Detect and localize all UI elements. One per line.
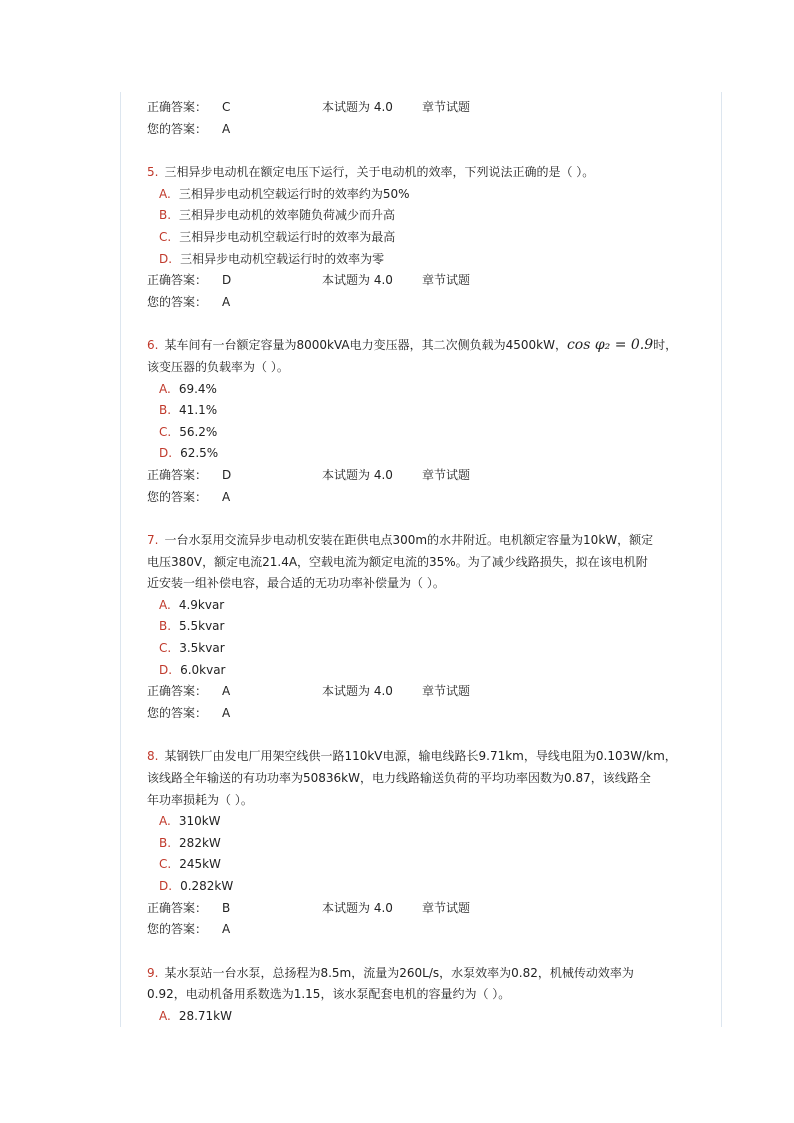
option-a[interactable]: A. 310kW: [159, 814, 221, 829]
question-7: 7. 一台水泵用交流异步电动机安装在距供电点300m的水井附近。电机额定容量为10kW，额定 电压380V，额定电流21.4A，空载电流为额定电流的35%。为了减少线路损失，拟在该电机附 近安装一组补偿电容，最合适的无功功率补偿量为（ ）。 A. 4.9kvar B. 5.5kvar C. 3.5kvar D. 6.0kvar 正确答案： A 本试题为 4.0 章节试题 您的答案： A: [147, 530, 707, 724]
question-number: 9.: [147, 965, 159, 980]
question-text: 5. 三相异步电动机在额定电压下运行，关于电动机的效率，下列说法正确的是（ ）。: [147, 165, 595, 180]
your-answer-row: [147, 119, 707, 141]
question-number: 7.: [147, 533, 159, 548]
your-answer-label: 您的答案：: [147, 121, 208, 136]
correct-answer-row: 正确答案： D 本试题为 4.0 章节试题: [147, 270, 707, 292]
question-text: 9. 某水泵站一台水泵，总扬程为8.5m，流量为260L/s，水泵效率为0.82，机械传动效率为: [147, 965, 634, 980]
option-a[interactable]: A. 4.9kvar: [159, 597, 225, 612]
chapter-text: 章节试题: [422, 100, 471, 114]
correct-answer-row: 正确答案： B 本试题为 4.0 章节试题: [147, 898, 707, 920]
option-c[interactable]: C. 3.5kvar: [159, 641, 225, 656]
option-c[interactable]: C. 56.2%: [159, 424, 218, 439]
question-9: 9. 某水泵站一台水泵，总扬程为8.5m，流量为260L/s，水泵效率为0.82，机械传动效率为 0.92，电动机备用系数选为1.15，该水泵配套电机的容量约为（ ）。 A. 28.71kW: [147, 963, 707, 1028]
option-b[interactable]: B. 三相异步电动机的效率随负荷减少而升高: [159, 208, 396, 223]
correct-answer-value: B: [222, 900, 231, 915]
option-c[interactable]: C. 245kW: [159, 857, 221, 872]
option-c[interactable]: C. 三相异步电动机空载运行时的效率为最高: [159, 229, 396, 244]
option-a[interactable]: A. 三相异步电动机空载运行时的效率约为50%: [159, 186, 410, 201]
option-d[interactable]: D. 0.282kW: [159, 879, 234, 893]
option-d[interactable]: D. 三相异步电动机空载运行时的效率为零: [159, 251, 385, 266]
question-8: 8. 某钢铁厂由发电厂用架空线供一路110kV电源，输电线路长9.71km，导线电阻为0.103W/km， 该线路全年输送的有功功率为50836kW，电力线路输送负荷的平均功率因数为0.87，该线路全 年功率损耗为（ ）。 A. 310kW B. 282kW C. 245kW D. 0.282kW 正确答案： B 本试题为 4.0 章节试题 您的答案： A: [147, 746, 707, 940]
correct-answer-value: C: [222, 100, 231, 114]
your-answer-row: 您的答案： A: [147, 703, 707, 725]
question-6: 6. 某车间有一台额定容量为8000kVA电力变压器，其二次侧负载为4500kW，cos φ₂ = 0.9时， 该变压器的负载率为（ ）。 A. 69.4% B. 41.1% C. 56.2% D. 62.5% 正确答案： D 本试题为 4.0 章节试题 您的答案： A: [147, 335, 707, 508]
option-a[interactable]: A. 28.71kW: [159, 1008, 232, 1023]
your-answer-value: A: [222, 489, 231, 504]
your-answer-value: A: [222, 922, 231, 937]
your-answer-row: 您的答案： A: [147, 292, 707, 314]
formula: cos φ₂ = 0.9: [566, 337, 654, 354]
your-answer-value: A: [222, 294, 231, 309]
your-answer-value: A: [222, 705, 231, 720]
option-d[interactable]: D. 6.0kvar: [159, 662, 226, 677]
correct-answer-row: [147, 97, 707, 119]
question-text: 6. 某车间有一台额定容量为8000kVA电力变压器，其二次侧负载为4500kW，cos φ₂ = 0.9时，: [147, 337, 678, 354]
question-number: 6.: [147, 338, 159, 353]
option-b[interactable]: B. 41.1%: [159, 403, 218, 418]
question-text: 7. 一台水泵用交流异步电动机安装在距供电点300m的水井附近。电机额定容量为10kW，额定: [147, 533, 654, 548]
option-b[interactable]: B. 5.5kvar: [159, 619, 225, 634]
score-text: 本试题为 4.0: [322, 100, 393, 114]
your-answer-row: 您的答案： A: [147, 919, 707, 941]
correct-answer-row: 正确答案： A 本试题为 4.0 章节试题: [147, 681, 707, 703]
question-number: 5.: [147, 165, 159, 180]
your-answer-value: A: [222, 121, 231, 136]
question-text: 8. 某钢铁厂由发电厂用架空线供一路110kV电源，输电线路长9.71km，导线电阻为0.103W/km，: [147, 749, 677, 764]
correct-answer-value: D: [222, 273, 232, 288]
option-a[interactable]: A. 69.4%: [159, 381, 217, 396]
option-b[interactable]: B. 282kW: [159, 835, 221, 850]
correct-answer-label: 正确答案：: [147, 100, 208, 114]
correct-answer-value: D: [222, 467, 232, 482]
question-5: [147, 162, 707, 313]
option-d[interactable]: D. 62.5%: [159, 446, 219, 461]
question-number: 8.: [147, 749, 159, 764]
your-answer-row: 您的答案： A: [147, 487, 707, 509]
question-list: [147, 97, 707, 1028]
correct-answer-row: 正确答案： D 本试题为 4.0 章节试题: [147, 465, 707, 487]
correct-answer-value: A: [222, 684, 231, 699]
